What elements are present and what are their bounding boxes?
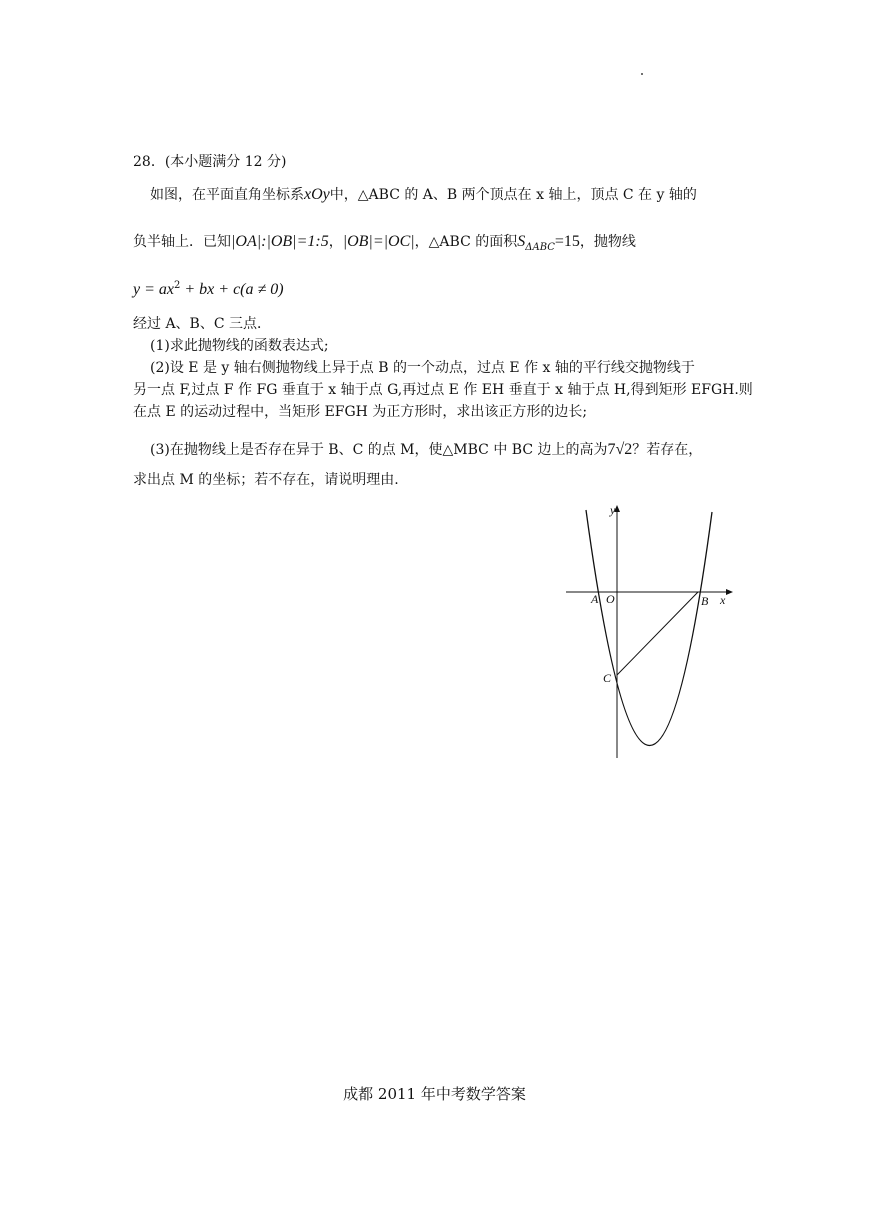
scan-speck	[641, 73, 643, 75]
equation-rhs: + bx + c(a ≠ 0)	[180, 281, 284, 298]
label-a: A	[591, 592, 599, 606]
area-value: =15	[554, 233, 580, 250]
parabola-equation	[133, 276, 284, 300]
given-text: 负半轴上．已知	[133, 234, 231, 250]
parabola-figure	[558, 500, 738, 765]
question-3-line-1	[150, 440, 702, 460]
label-y: y	[610, 503, 616, 517]
label-c: C	[603, 671, 612, 685]
question-2-line-2: 另一点 F,过点 F 作 FG 垂直于 x 轴于点 G,再过点 E 作 EH 垂直于 x 轴于点 H,得到矩形 EFGH.则	[133, 382, 753, 398]
footer-title: 成都 2011 年中考数学答案	[343, 1085, 526, 1103]
equation-lhs: y = ax	[133, 281, 174, 298]
area-var: S	[517, 233, 526, 250]
q3-text-end: ？若存在，	[632, 442, 703, 458]
q3-value: 7√2	[607, 441, 633, 458]
x-axis-arrow	[726, 589, 733, 595]
question-2-line-3: 在点 E 的运动过程中，当矩形 EFGH 为正方形时，求出该正方形的边长;	[133, 404, 588, 420]
q3-text: (3)在抛物线上是否存在异于 B、C 的点 M，使△MBC 中 BC 边上的高为	[150, 442, 608, 458]
problem-header: 28．(本小题满分 12 分)	[133, 154, 287, 170]
label-b: B	[701, 594, 709, 608]
question-2-line-1: (2)设 E 是 y 轴右侧抛物线上异于点 B 的一个动点，过点 E 作 x 轴的平行线交抛物线于	[150, 360, 695, 376]
area-text: ，△ABC 的面积	[414, 234, 518, 250]
equation-exponent: 2	[174, 280, 181, 291]
ratio-formula: |OA|:|OB|=1:5	[231, 233, 329, 250]
intro-text-1: 如图，在平面直角坐标系	[150, 187, 304, 203]
question-1: (1)求此抛物线的函数表达式;	[150, 338, 329, 354]
segment-bc	[617, 592, 698, 675]
passes-through: 经过 A、B、C 三点．	[133, 316, 272, 332]
label-x: x	[720, 593, 726, 607]
label-o: O	[606, 592, 615, 606]
coord-system: xOy	[304, 186, 330, 203]
parabola-word: ，抛物线	[579, 234, 636, 250]
question-3-line-2: 求出点 M 的坐标；若不存在，请说明理由.	[133, 472, 399, 488]
problem-given-line: 负半轴上．已知|OA|:|OB|=1:5，|OB|=|OC|，△ABC 的面积$S_{\Delta ABC}=15$，抛物线	[133, 233, 636, 253]
equal-formula: |OB|=|OC|	[342, 233, 415, 250]
parabola-curve	[586, 510, 712, 746]
problem-intro-line	[150, 185, 697, 205]
area-sub: ΔABC	[525, 242, 555, 253]
intro-text-2: 中，△ABC 的 A、B 两个顶点在 x 轴上，顶点 C 在 y 轴的	[329, 187, 697, 203]
